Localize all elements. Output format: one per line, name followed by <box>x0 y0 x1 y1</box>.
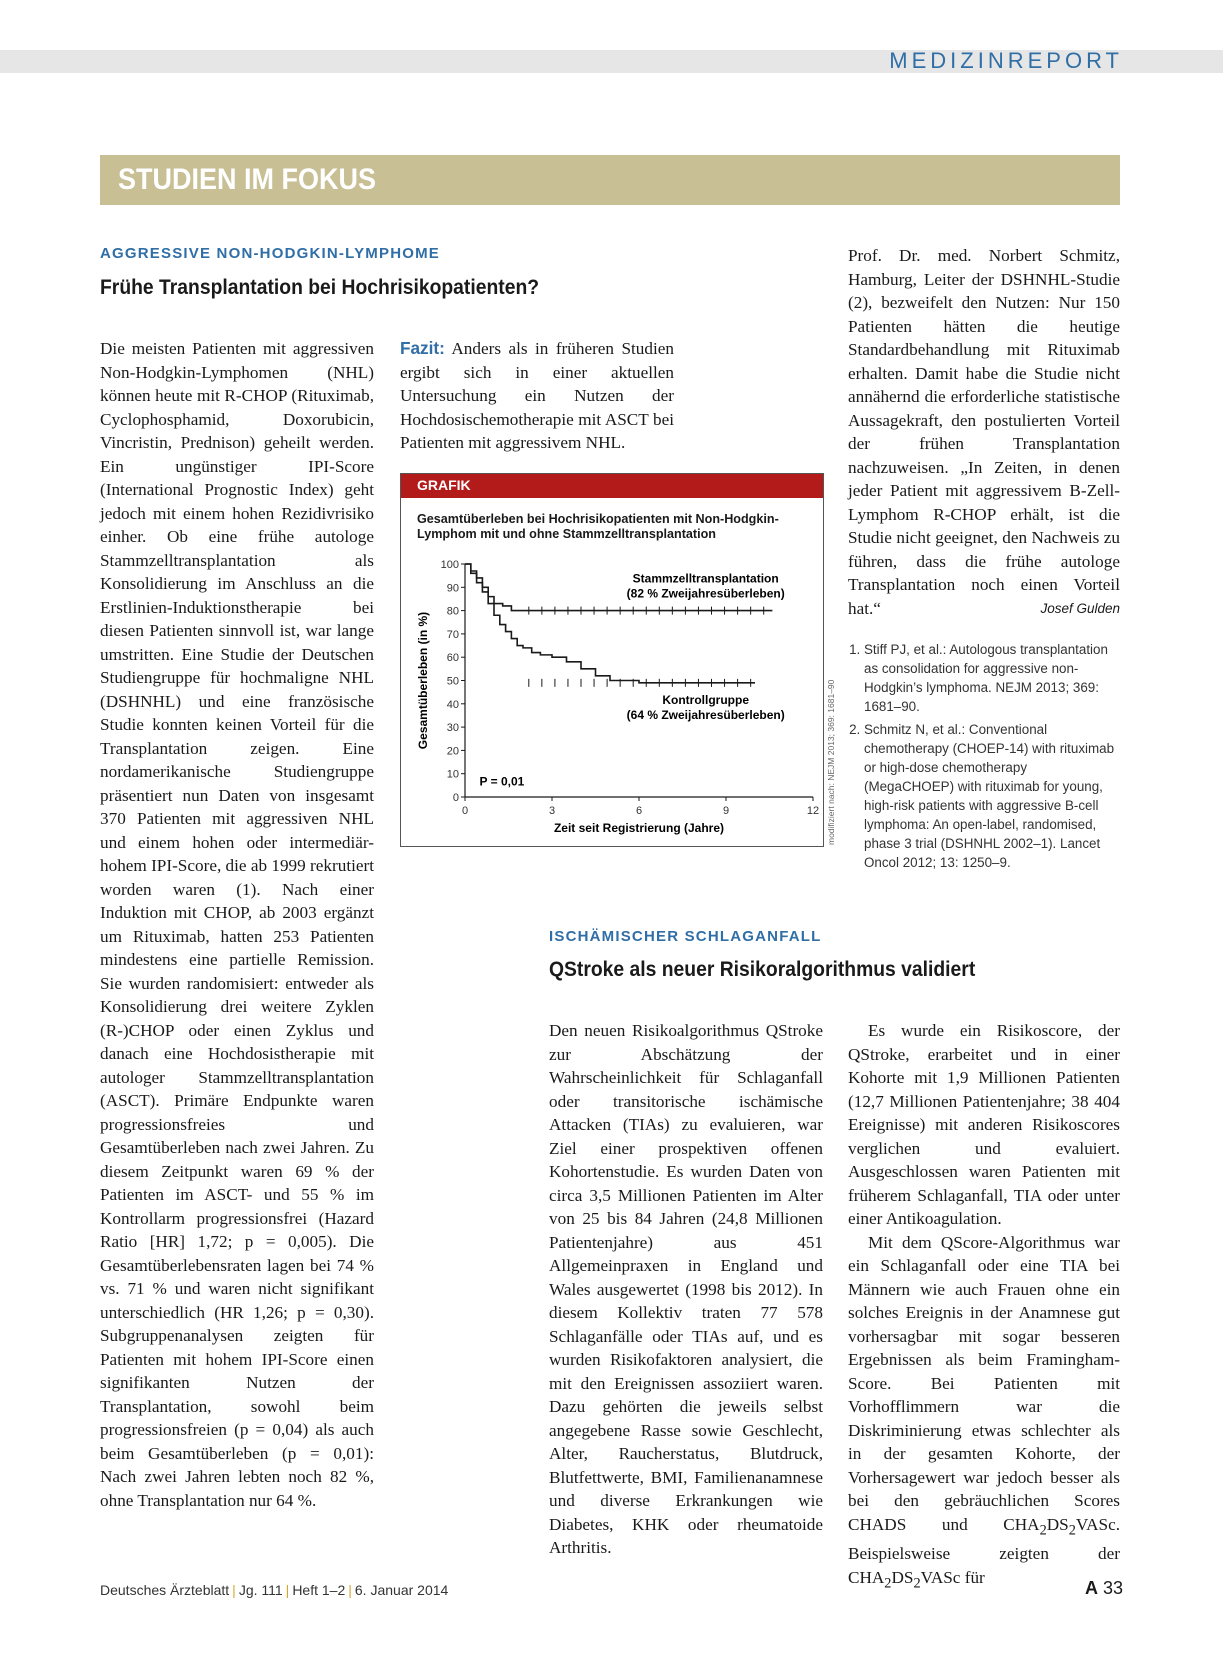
x-tick-label: 12 <box>806 805 820 817</box>
y-tick-label: 80 <box>446 605 459 618</box>
article1-body-text: Die meisten Patienten mit aggressiven Non-Hodgkin-Lymphomen (NHL) können heute mit R-CHOP (Rituximab, Cyclophosphamid, Doxorubicin, Vincristin, Prednison) geheilt werden. Ein ungünstiger IPI-Score (International Prognostic Index) geht jedoch mit einem hohen Rezidivrisiko einher. Ob eine frühe autologe Stammzelltransplantation als Konsolidierung im Anschluss an die Erstlinien-Induktionstherapie bei diesen Patienten sinnvoll ist, war lange umstritten. Eine Studie der Deutschen Studiengruppe für hochmaligne NHL (DSHNHL) und eine französische Studie konnten keinen Vorteil für die Transplantation zeigen. Eine nordamerikanische Studiengruppe präsentiert nun Daten von insgesamt 370 Patienten mit aggressiven NHL und einem hohen oder intermediär-hohem IPI-Score, die ab 1999 rekrutiert worden waren (1). Nach einer Induktion mit CHOP, ab 2003 ergänzt um Rituximab, hatten 253 Patienten mindestens eine partielle Remission. Sie wurden randomisiert: entweder als Konsolidierung drei weitere Zyklen (R-)CHOP oder einen Zyklus und danach eine Hochdosistherapie mit autologer Stammzelltransplantation (ASCT). Primäre Endpunkte waren progressionsfreies und Gesamtüberleben nach zwei Jahren. Zu diesem Zeitpunkt waren 69 % der Patienten im ASCT- und 55 % im Kontrollarm progressionsfrei (Hazard Ratio [HR] 1,72; p = 0,005). Die Gesamtüberlebensraten lagen bei 74 % vs. 71 % und waren nicht signifikant unterschiedlich (HR 1,26; p = 0,30). Subgruppenanalysen zeigten für Patienten mit hohem IPI-Score einen signifikanten Nutzen der Transplantation, sowohl beim progressionsfreien (p = 0,04) als auch beim Gesamtüberleben (p = 0,01): Nach zwei Jahren lebten noch 82 %, ohne Transplantation nur 64 %. <box>100 339 374 1510</box>
footer <box>100 1582 448 1598</box>
reference-item: 2. Schmitz N, et al.: Conventional chemotherapy (CHOEP-14) with rituximab or high-dose chemotherapy (MegaCHOEP) with rituximab for young, high-risk patients with aggressive B-cell lymphoma: An open-label, randomised, phase 3 trial (DSHNHL 2002–1). Lancet Oncol 2012; 13: 1250–9. <box>864 720 1120 872</box>
series-sublabel-control: (64 % Zweijahresüberleben) <box>626 707 785 722</box>
y-tick-label: 60 <box>446 652 459 665</box>
footer-journal: Deutsches Ärzteblatt <box>100 1582 230 1598</box>
banner-title: STUDIEN IM FOKUS <box>118 163 377 196</box>
article1-quote <box>848 244 1120 620</box>
fazit-label: Fazit: <box>400 338 445 358</box>
y-axis-label: Gesamtüberleben (in %) <box>416 611 430 750</box>
article1-headline: Frühe Transplantation bei Hochrisikopatienten? <box>100 276 540 299</box>
y-tick-label: 20 <box>446 745 459 758</box>
y-tick-label: 40 <box>446 698 459 711</box>
chart-box <box>400 473 824 847</box>
article2-col2-p2: Mit dem QScore-Algorithmus war ein Schlaganfall oder eine TIA bei Männern wie auch Frauen ohne ein solches Ereignis in der Anamnese gut vorhersagbar mit sogar besseren Ergebnissen als beim Framingham-Score. Bei Patienten mit Vorhofflimmern war die Diskriminierung etwas schlechter als in der gesamten Kohorte, der Vorhersagewert war jedoch besser als bei den gebräuchlichen Scores CHADS und $CHA_2DS_2VASc$. Beispielsweise zeigten der $CHA_2DS_2VASc$ für <box>848 1232 1120 1592</box>
x-tick-label: 9 <box>722 805 730 817</box>
footer-separator: | <box>348 1582 352 1598</box>
references <box>848 640 1120 876</box>
article2-col1 <box>549 1019 823 1560</box>
article2-headline: QStroke als neuer Risikoralgorithmus validiert <box>549 958 976 981</box>
y-tick-label: 70 <box>446 628 459 641</box>
author: Josef Gulden <box>1040 600 1120 616</box>
x-tick-label: 0 <box>461 805 469 817</box>
x-axis-label: Zeit seit Registrierung (Jahre) <box>553 821 725 835</box>
y-tick-label: 30 <box>446 722 459 735</box>
series-label-control: Kontrollgruppe <box>662 692 750 707</box>
article1-kicker: AGGRESSIVE NON-HODGKIN-LYMPHOME <box>100 245 441 262</box>
chart-header-label: GRAFIK <box>417 477 471 493</box>
article2-col2-p1: Es wurde ein Risikoscore, der QStroke, erarbeitet und in einer Kohorte mit 1,9 Millionen Patienten (12,7 Millionen Patientenjahre; 38 404 Ereignisse) mit anderen Risikoscores verglichen und evaluiert. Ausgeschlossen waren Patienten mit früherem Schlaganfall, TIA oder unter einer Antikoagulation. <box>848 1021 1120 1228</box>
page-number <box>1085 1578 1123 1599</box>
y-tick-label: 10 <box>446 768 459 781</box>
article2-kicker: ISCHÄMISCHER SCHLAGANFALL <box>549 928 822 945</box>
source-note: modifiziert nach: NEJM 2013; 369: 1681–90 <box>826 679 836 845</box>
footer-volume: Jg. 111 <box>238 1582 283 1598</box>
fazit-box <box>400 337 674 455</box>
section-label: MEDIZINREPORT <box>889 48 1123 73</box>
series-sublabel-transplant: (82 % Zweijahresüberleben) <box>626 586 785 601</box>
article1-body <box>100 337 374 1512</box>
x-tick-label: 3 <box>548 805 556 817</box>
series-label-transplant: Stammzelltransplantation <box>632 571 779 586</box>
footer-separator: | <box>232 1582 236 1598</box>
y-tick-label: 90 <box>446 582 459 595</box>
footer-separator: | <box>285 1582 290 1598</box>
footer-issue: Heft 1–2 <box>292 1582 346 1598</box>
article2-col2 <box>848 1019 1120 1596</box>
fazit-text: Anders als in früheren Studien ergibt sich in einer aktuellen Untersuchung ein Nutzen der Hochdosischemotherapie mit ASCT bei Patienten mit aggressivem NHL. <box>400 339 674 452</box>
footer-date: 6. Januar 2014 <box>354 1582 449 1598</box>
survival-chart <box>401 474 823 846</box>
chart-title: Gesamtüberleben bei Hochrisikopatienten mit Non-Hodgkin-Lymphom mit und ohne Stammzelltransplantation <box>417 512 779 541</box>
quote-text: Prof. Dr. med. Norbert Schmitz, Hamburg, Leiter der DSHNHL-Studie (2), bezweifelt den Nutzen: Nur 150 Patienten hätten die heutige Standardbehandlung mit Rituximab erhalten. Damit habe die Studie nicht annähernd die erforderliche statistische Aussagekraft, den postulierten Vorteil der frühen Transplantation nachzuweisen. „In Zeiten, in denen jeder Patient mit aggressivem B-Zell-Lymphom R-CHOP erhält, ist die Studie nicht geeignet, den Nachweis zu führen, dass die frühe autologe Transplantation noch einen Vorteil hat.“ <box>848 246 1120 618</box>
section-banner <box>100 155 1120 205</box>
reference-item: 1. Stiff PJ, et al.: Autologous transplantation as consolidation for aggressive non-Hodgkin’s lymphoma. NEJM 2013; 369: 1681–90. <box>864 640 1120 716</box>
page-prefix: A <box>1084 1578 1098 1598</box>
p-value-annotation: P = 0,01 <box>479 774 525 789</box>
page-number-value: 33 <box>1102 1578 1123 1598</box>
y-tick-label: 50 <box>446 675 459 688</box>
x-tick-label: 6 <box>635 805 643 817</box>
article2-col1-text: Den neuen Risikoalgorithmus QStroke zur Abschätzung der Wahrscheinlichkeit für Schlaganfall oder transitorische ischämische Attacken (TIAs) zu evaluieren, war Ziel einer prospektiven offenen Kohortenstudie. Es wurden Daten von circa 3,5 Millionen Patienten im Alter von 25 bis 84 Jahren (24,8 Millionen Patientenjahre) aus 451 Allgemeinpraxen in England und Wales ausgewertet (1998 bis 2012). In diesem Kollektiv traten 77 578 Schlaganfälle oder TIAs auf, und es wurden Risikofaktoren analysiert, die mit den Ereignissen assoziiert waren. Dazu gehörten die jeweils selbst angegebene Rasse sowie Geschlecht, Alter, Raucherstatus, Blutdruck, Blutfettwerte, BMI, Familienanamnese und diverse Erkrankungen wie Diabetes, KHK oder rheumatoide Arthritis. <box>549 1021 823 1557</box>
y-tick-label: 0 <box>452 792 459 804</box>
y-tick-label: 100 <box>440 559 459 571</box>
